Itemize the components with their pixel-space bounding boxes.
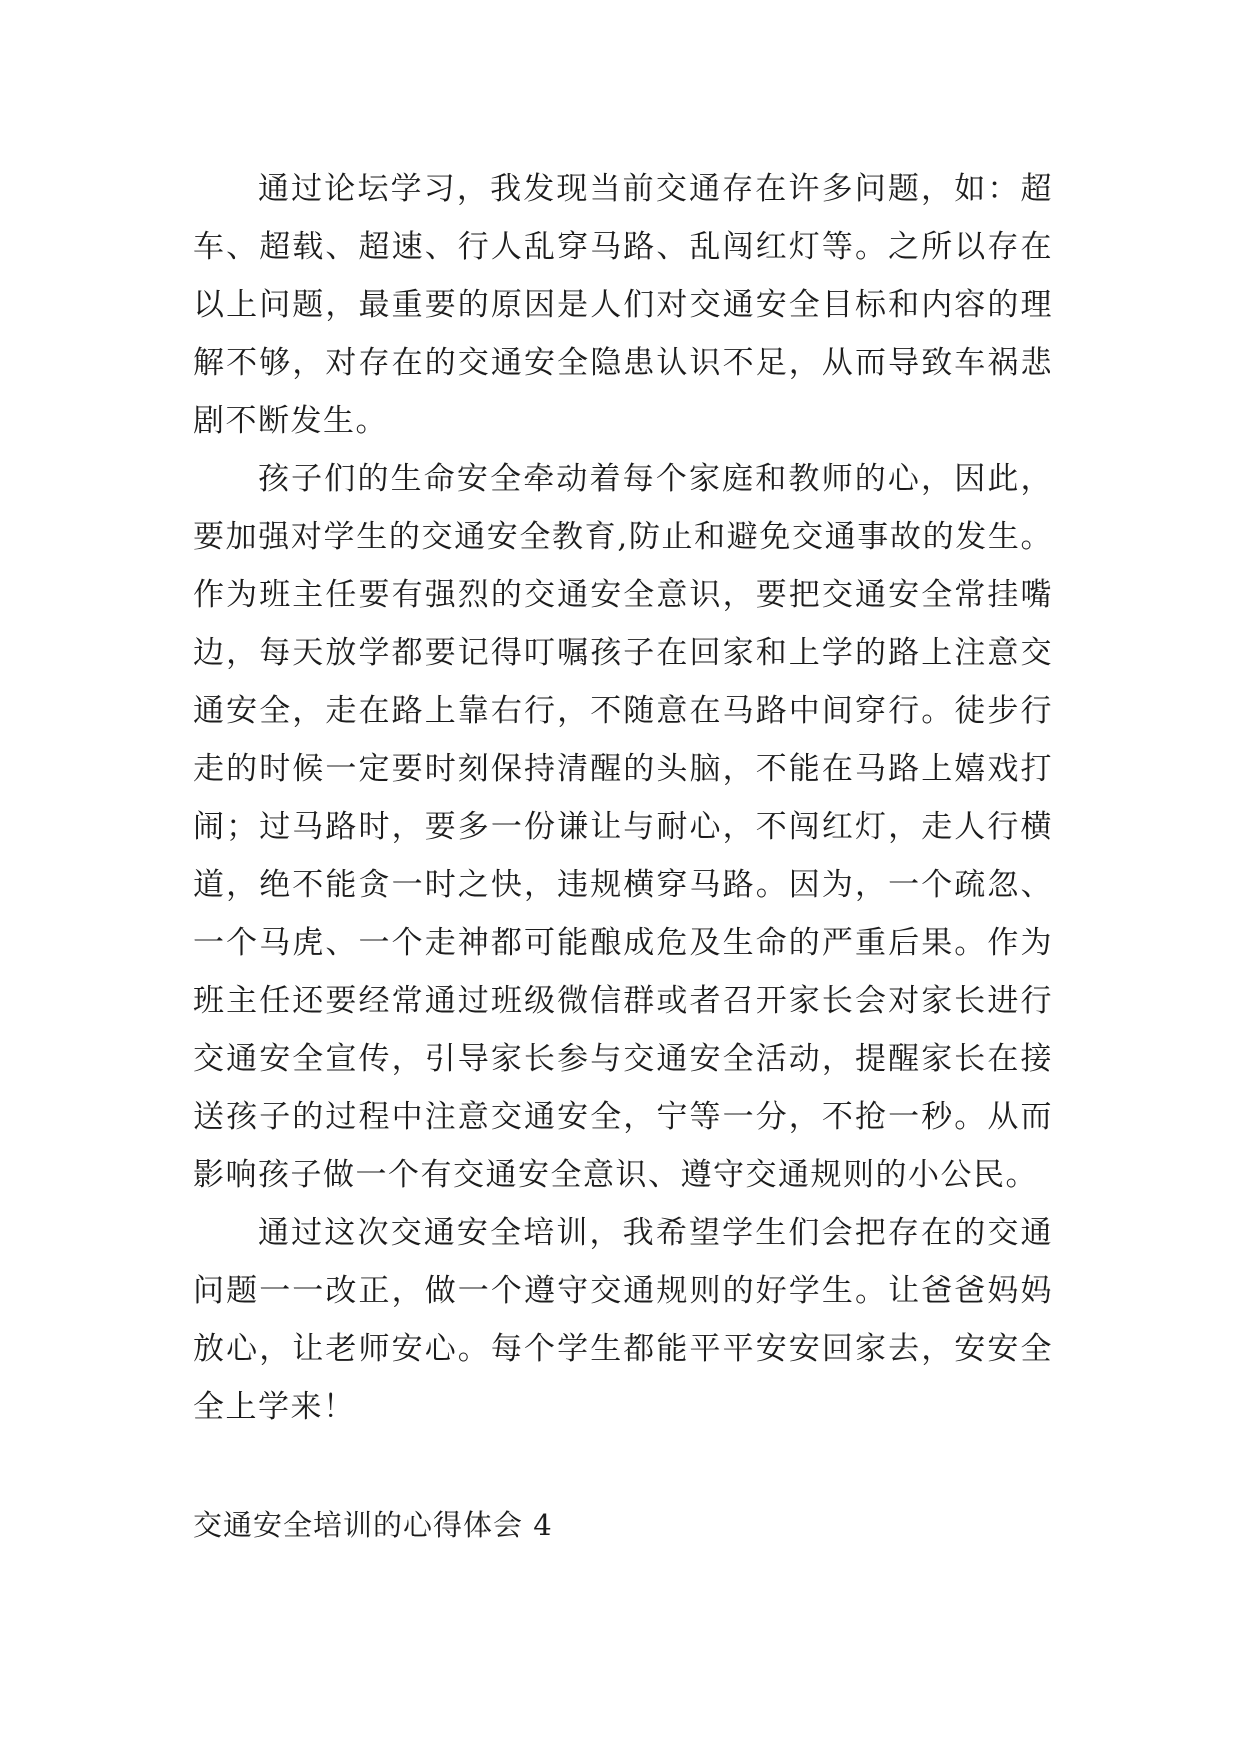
paragraph-2: 孩子们的生命安全牵动着每个家庭和教师的心，因此，要加强对学生的交通安全教育,防止和避免交通事故的发生。作为班主任要有强烈的交通安全意识，要把交通安全常挂嘴边，每天放学都要记得叮嘱孩子在回家和上学的路上注意交通安全，走在路上靠右行，不随意在马路中间穿行。徒步行走的时候一定要时刻保持清醒的头脑，不能在马路上嬉戏打闹；过马路时，要多一份谦让与耐心，不闯红灯，走人行横道，绝不能贪一时之快，违规横穿马路。因为，一个疏忽、一个马虎、一个走神都可能酿成危及生命的严重后果。作为班主任还要经常通过班级微信群或者召开家长会对家长进行交通安全宣传，引导家长参与交通安全活动，提醒家长在接送孩子的过程中注意交通安全，宁等一分，不抢一秒。从而影响孩子做一个有交通安全意识、遵守交通规则的小公民。 <box>193 461 1053 1193</box>
section-heading: 交通安全培训的心得体会 4 <box>193 1508 553 1542</box>
body-text <box>193 160 1053 1436</box>
paragraph-1: 通过论坛学习，我发现当前交通存在许多问题，如：超车、超载、超速、行人乱穿马路、乱闯红灯等。之所以存在以上问题，最重要的原因是人们对交通安全目标和内容的理解不够，对存在的交通安全隐患认识不足，从而导致车祸悲剧不断发生。 <box>193 171 1053 439</box>
paragraph-3: 通过这次交通安全培训，我希望学生们会把存在的交通问题一一改正，做一个遵守交通规则的好学生。让爸爸妈妈放心，让老师安心。每个学生都能平平安安回家去，安安全全上学来！ <box>193 1215 1053 1425</box>
